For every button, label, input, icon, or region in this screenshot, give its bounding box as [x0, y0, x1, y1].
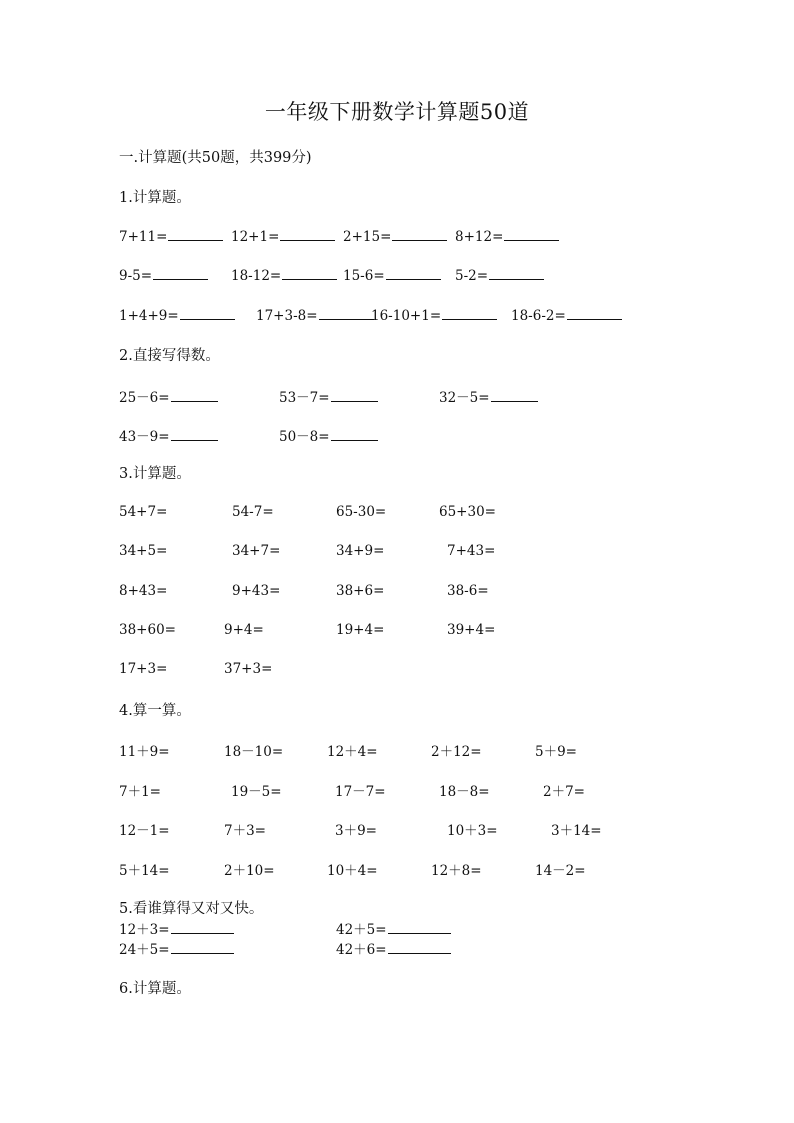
answer-blank[interactable] — [171, 921, 234, 934]
question-3-title: 3.计算题。 — [119, 466, 191, 482]
answer-blank[interactable] — [567, 307, 622, 320]
answer-blank[interactable] — [180, 307, 235, 320]
q1-r3-c2 — [256, 307, 374, 324]
q3-r3-c2: 9+43= — [232, 583, 281, 599]
q1-r2-c3 — [343, 267, 441, 284]
q2-r1-c3 — [439, 386, 538, 406]
answer-blank[interactable] — [168, 228, 223, 241]
q3-r4-c2: 9+4= — [224, 622, 264, 638]
answer-blank[interactable] — [489, 267, 544, 280]
q3-r2-c4: 7+43= — [447, 543, 496, 559]
answer-blank[interactable] — [388, 941, 451, 954]
section-header: 一.计算题(共50题，共399分) — [119, 150, 312, 166]
answer-blank[interactable] — [282, 267, 337, 280]
question-5-title: 5.看谁算得又对又快。 — [119, 901, 264, 917]
expression: 1+4+9= — [119, 308, 179, 324]
q1-r1-c1 — [119, 228, 223, 245]
q4-r2-c4: 18－8= — [439, 784, 490, 800]
answer-blank[interactable] — [280, 228, 335, 241]
q1-r3-c1 — [119, 307, 235, 324]
expression: 18-6-2= — [511, 308, 566, 324]
q3-r3-c4: 38-6= — [447, 583, 489, 599]
q2-r2-c2 — [279, 425, 378, 445]
expression: 8+12= — [455, 229, 504, 245]
q4-r4-c4: 12＋8= — [431, 863, 482, 879]
answer-blank[interactable] — [388, 921, 451, 934]
expression: 42＋5= — [336, 922, 387, 938]
answer-blank[interactable] — [319, 307, 374, 320]
expression: 17+3-8= — [256, 308, 318, 324]
expression: 9-5= — [119, 268, 153, 284]
q3-r3-c3: 38+6= — [336, 583, 385, 599]
q5-r1-c1 — [119, 918, 234, 938]
answer-blank[interactable] — [491, 389, 538, 402]
expression: 7+11= — [119, 229, 168, 245]
q5-r2-c2 — [336, 938, 451, 958]
q2-r2-c1 — [119, 425, 218, 445]
q1-r2-c2 — [231, 267, 337, 284]
answer-blank[interactable] — [171, 389, 218, 402]
q4-r2-c2: 19－5= — [231, 784, 282, 800]
question-2-title: 2.直接写得数。 — [119, 348, 220, 364]
expression: 42＋6= — [336, 942, 387, 958]
q1-r2-c4 — [455, 267, 544, 284]
q4-r3-c4: 10＋3= — [447, 823, 498, 839]
expression: 18-12= — [231, 268, 282, 284]
q5-r2-c1 — [119, 938, 234, 958]
q4-r4-c5: 14－2= — [535, 863, 586, 879]
answer-blank[interactable] — [386, 267, 441, 280]
expression: 50－8= — [279, 429, 330, 445]
q3-r4-c4: 39+4= — [447, 622, 496, 638]
answer-blank[interactable] — [331, 389, 378, 402]
question-4-title: 4.算一算。 — [119, 703, 191, 719]
q3-r2-c1: 34+5= — [119, 543, 168, 559]
q3-r3-c1: 8+43= — [119, 583, 168, 599]
expression: 5-2= — [455, 268, 489, 284]
expression: 25－6= — [119, 390, 170, 406]
q3-r1-c2: 54-7= — [232, 504, 274, 520]
q3-r2-c2: 34+7= — [232, 543, 281, 559]
q3-r5-c2: 37+3= — [224, 661, 273, 677]
q4-r4-c3: 10＋4= — [327, 863, 378, 879]
q4-r1-c1: 11＋9= — [119, 744, 170, 760]
q3-r4-c3: 19+4= — [336, 622, 385, 638]
expression: 12＋3= — [119, 922, 170, 938]
answer-blank[interactable] — [331, 428, 378, 441]
q3-r5-c1: 17+3= — [119, 661, 168, 677]
expression: 16-10+1= — [371, 308, 442, 324]
q4-r3-c2: 7＋3= — [224, 823, 266, 839]
expression: 2+15= — [343, 229, 392, 245]
q3-r1-c1: 54+7= — [119, 504, 168, 520]
q1-r3-c3 — [371, 307, 497, 324]
q1-r2-c1 — [119, 267, 208, 284]
q4-r3-c1: 12－1= — [119, 823, 170, 839]
q4-r2-c1: 7＋1= — [119, 784, 161, 800]
q4-r4-c2: 2＋10= — [224, 863, 275, 879]
q4-r3-c5: 3＋14= — [551, 823, 602, 839]
q3-r1-c3: 65-30= — [336, 504, 387, 520]
q4-r1-c2: 18－10= — [224, 744, 284, 760]
q3-r2-c3: 34+9= — [336, 543, 385, 559]
q3-r1-c4: 65+30= — [439, 504, 496, 520]
q4-r1-c3: 12＋4= — [327, 744, 378, 760]
q4-r4-c1: 5＋14= — [119, 863, 170, 879]
answer-blank[interactable] — [392, 228, 447, 241]
q4-r1-c4: 2＋12= — [431, 744, 482, 760]
answer-blank[interactable] — [153, 267, 208, 280]
answer-blank[interactable] — [171, 428, 218, 441]
question-1-title: 1.计算题。 — [119, 190, 191, 206]
answer-blank[interactable] — [442, 307, 497, 320]
expression: 43－9= — [119, 429, 170, 445]
expression: 53－7= — [279, 390, 330, 406]
q1-r1-c4 — [455, 228, 559, 245]
q4-r1-c5: 5＋9= — [535, 744, 577, 760]
page-title: 一年级下册数学计算题50道 — [264, 100, 530, 124]
expression: 15-6= — [343, 268, 385, 284]
q2-r1-c2 — [279, 386, 378, 406]
expression: 24＋5= — [119, 942, 170, 958]
answer-blank[interactable] — [504, 228, 559, 241]
answer-blank[interactable] — [171, 941, 234, 954]
q1-r1-c2 — [231, 228, 335, 245]
q4-r3-c3: 3＋9= — [335, 823, 377, 839]
q5-r1-c2 — [336, 918, 451, 938]
q4-r2-c5: 2＋7= — [543, 784, 585, 800]
q4-r2-c3: 17－7= — [335, 784, 386, 800]
expression: 12+1= — [231, 229, 280, 245]
q2-r1-c1 — [119, 386, 218, 406]
q1-r3-c4 — [511, 307, 622, 324]
q3-r4-c1: 38+60= — [119, 622, 176, 638]
expression: 32－5= — [439, 390, 490, 406]
question-6-title: 6.计算题。 — [119, 981, 191, 997]
q1-r1-c3 — [343, 228, 447, 245]
